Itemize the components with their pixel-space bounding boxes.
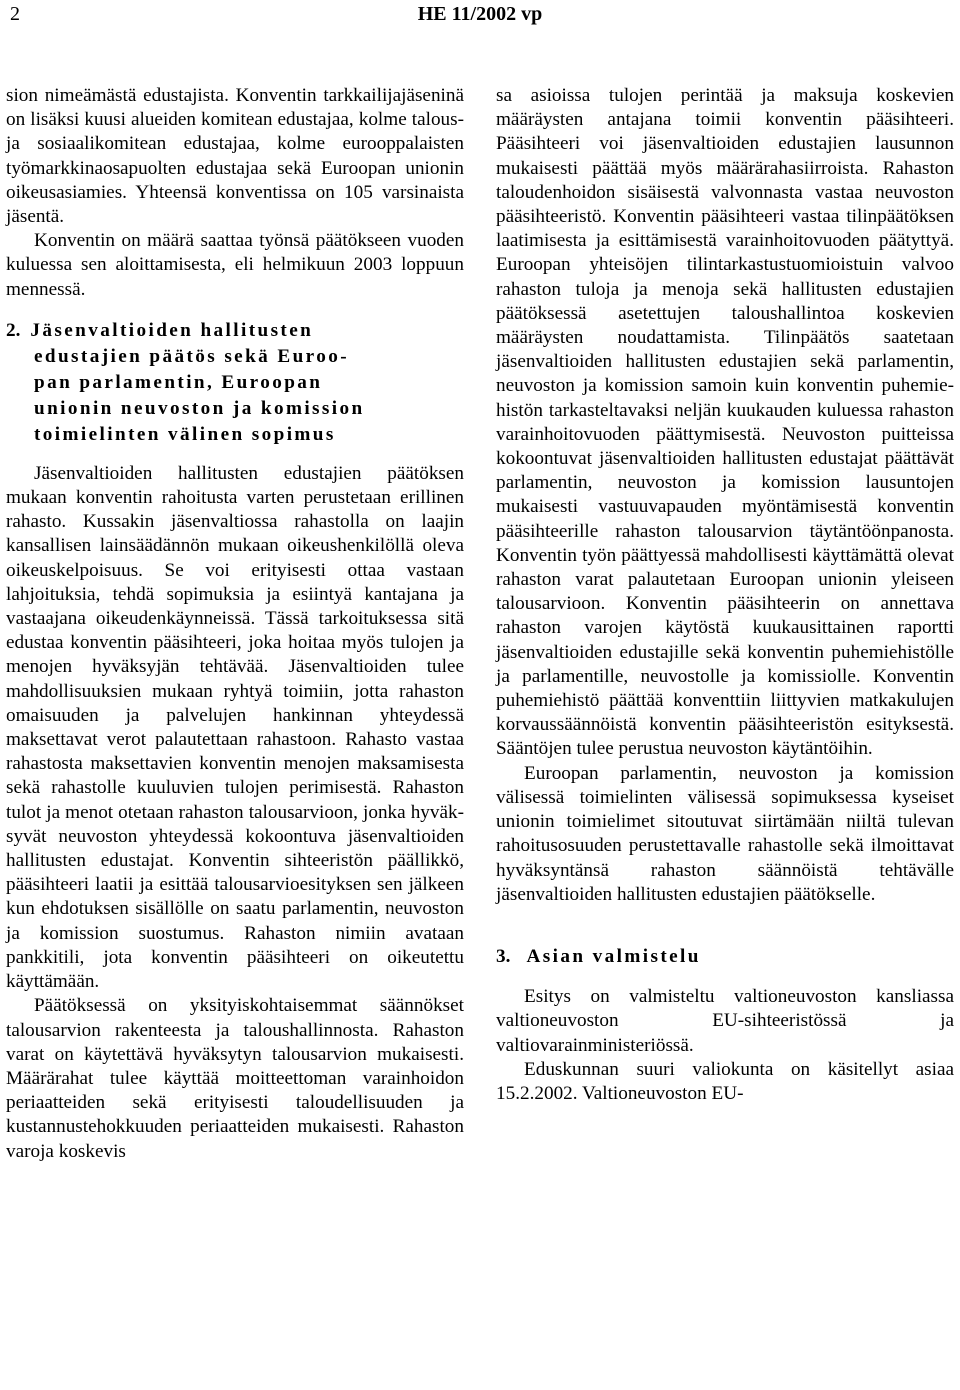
page-number: 2 — [10, 3, 20, 25]
paragraph: Euroopan parlamentin, neuvoston ja komission välisessä toimielinten välisessä sopimuksessa kyseiset unionin toimielimet sitoutuvat siirtämään niiltä tulevan rahoitusosuuden perustettavalle rahastolle sekä ilmoittavat hyväksyntänsä rahaston säännöistä tehtävälle jäsenvaltioiden hallitusten edustajien päätökselle. — [496, 762, 954, 905]
section-heading-3 — [496, 945, 954, 969]
section-number: 3. — [496, 945, 511, 967]
paragraph: sa asioissa tulojen perintää ja maksuja koskevien määräysten antajana toimii konventin pääsihteeri. Pääsihteeri voi jäsenvaltioiden edustajien lausunnon mukaisesti päättää myös määrärahasiirroista. Rahaston taloudenhoidon sisäisestä valvonnasta vastaa neuvoston pääsihteeristö. Konventin pääsihteeri vastaa tilinpäätöksen laatimisesta ja esittämisestä varainhoitovuoden päätyttyä. Euroopan yhteisöjen tilintarkastustuomioistuin valvoo rahaston tuloja ja menoja sekä hallitusten edustajien päätöksessä asetettujen taloushallintoa koskevien määräysten noudattamista. Tilinpäätös saatetaan jäsenvaltioiden hallitusten edustajien sekä parlamentin, neuvoston ja komission samoin kuin konventin puhemiehistön tarkasteltavaksi neljän kuukauden kuluessa rahaston varainhoitovuoden päättymisestä. Neuvoston puitteissa kokoontuvat jäsenvaltioiden hallitusten edustajat päättävät parlamentin, neuvoston ja komission lausuntojen mukaisesti vastuuvapauden myöntämisestä konventin pääsihteerille rahaston talousarvion täytäntöönpanosta. Konventin työn päättyessä mahdollisesti käyttämättä olevat rahaston varat palautetaan Euroopan unionin yleiseen talousarvioon. Konventin pääsihteerin on annettava rahaston varojen käytöstä kuukausittainen raportti jäsenvaltioiden edustajille sekä konventin puhemiehistölle ja parlamentille, neuvostolle ja komissiolle. Konventin puhemiehistö päättää konventtiin liittyvien matkakulujen korvaussäännöistä konventin pääsihteeristön esityksestä. Sääntöjen tulee perustua neuvoston käytäntöihin. — [496, 85, 954, 760]
document-id: HE 11/2002 vp — [417, 3, 543, 25]
page-header — [0, 0, 960, 40]
section-heading-2 — [6, 318, 464, 448]
heading-text: Asian valmistelu — [526, 945, 701, 967]
section-number: 2. — [6, 319, 21, 341]
heading-line — [6, 318, 464, 344]
paragraph: Eduskunnan suuri valiokunta on käsitellyt asiaa 15.2.2002. Valtioneuvoston EU- — [496, 1058, 954, 1104]
right-column — [496, 84, 954, 1106]
heading-line: toimielinten välinen sopimus — [34, 423, 336, 445]
heading-text: Jäsenvaltioiden hallitusten — [30, 319, 314, 341]
heading-line: edustajien päätös sekä Euroo- — [34, 345, 349, 367]
paragraph: Konventin on määrä saattaa työnsä päätökseen vuoden kuluessa sen aloittamisesta, eli helmikuun 2003 loppuun mennessä. — [6, 230, 464, 300]
left-column — [6, 84, 464, 1164]
paragraph: sion nimeämästä edustajista. Konventin tarkkailijajäseninä on lisäksi kuusi alueiden komitean edustajaa, kolme talous- ja sosiaalikomitean edustajaa, kolme eurooppalaisten työmarkkinaosapuolten edustajaa sekä Euroopan unionin oikeusasiamies. Yhteensä konventissa on 105 varsinaista jäsentä. — [6, 85, 464, 228]
paragraph: Päätöksessä on yksityiskohtaisemmat säännökset talousarvion rakenteesta ja taloushallinnosta. Rahaston varat on käytettävä hyväksytyn talousarvion mukaisesti. Määrärahat tulee käyttää moitteettoman varainhoidon periaatteiden sekä erityisesti taloudellisuuden ja kustannustehokkuuden periaatteiden mukaisesti. Rahaston varoja koskevis — [6, 995, 464, 1162]
paragraph: Esitys on valmisteltu valtioneuvoston kansliassa valtioneuvoston EU-sihteeristössä ja valtiovarainministeriössä. — [496, 986, 954, 1056]
paragraph: Jäsenvaltioiden hallitusten edustajien päätöksen mukaan konventin rahoitusta varten perustetaan erillinen rahasto. Kussakin jäsenvaltiossa rahastolla on laajin kansallisen lainsäädännön mukaan oikeushenkilöllä oleva oikeuskelpoisuus. Se voi erityisesti ottaa vastaan lahjoituksia, tehdä sopimuksia ja esiintyä kantajana ja vastaajana oikeudenkäynneissä. Tässä tarkoituksessa sitä edustaa konventin pääsihteeri, joka hoitaa myös tulojen ja menojen hyväksyjän tehtävää. Jäsenvaltioiden tulee mahdollisuuksien mukaan ryhtyä toimiin, jotta rahaston omaisuuden ja palvelujen hankinnan yhteydessä maksettavat verot palautettaan rahastoon. Rahasto vastaa rahastosta maksettavien konventin menojen maksamisesta sekä rahastolle kuuluvien tulojen perimisestä. Rahaston tulot ja menot otetaan rahaston talousarvioon, jonka hyväksyvät neuvoston yhteydessä kokoontuva jäsenvaltioiden hallitusten edustajat. Konventin sihteeristön päällikkö, pääsihteeri laatii ja esittää talousarvioesityksen sen jälkeen kun ehdotuksen sisällölle on saatu parlamentin, neuvoston ja komission suostumus. Rahaston nimiin avataan pankkitili, jota konventin pääsihteeri on oikeutettu käyttämään. — [6, 462, 464, 993]
heading-line: unionin neuvoston ja komission — [34, 397, 365, 419]
heading-line: pan parlamentin, Euroopan — [34, 371, 323, 393]
